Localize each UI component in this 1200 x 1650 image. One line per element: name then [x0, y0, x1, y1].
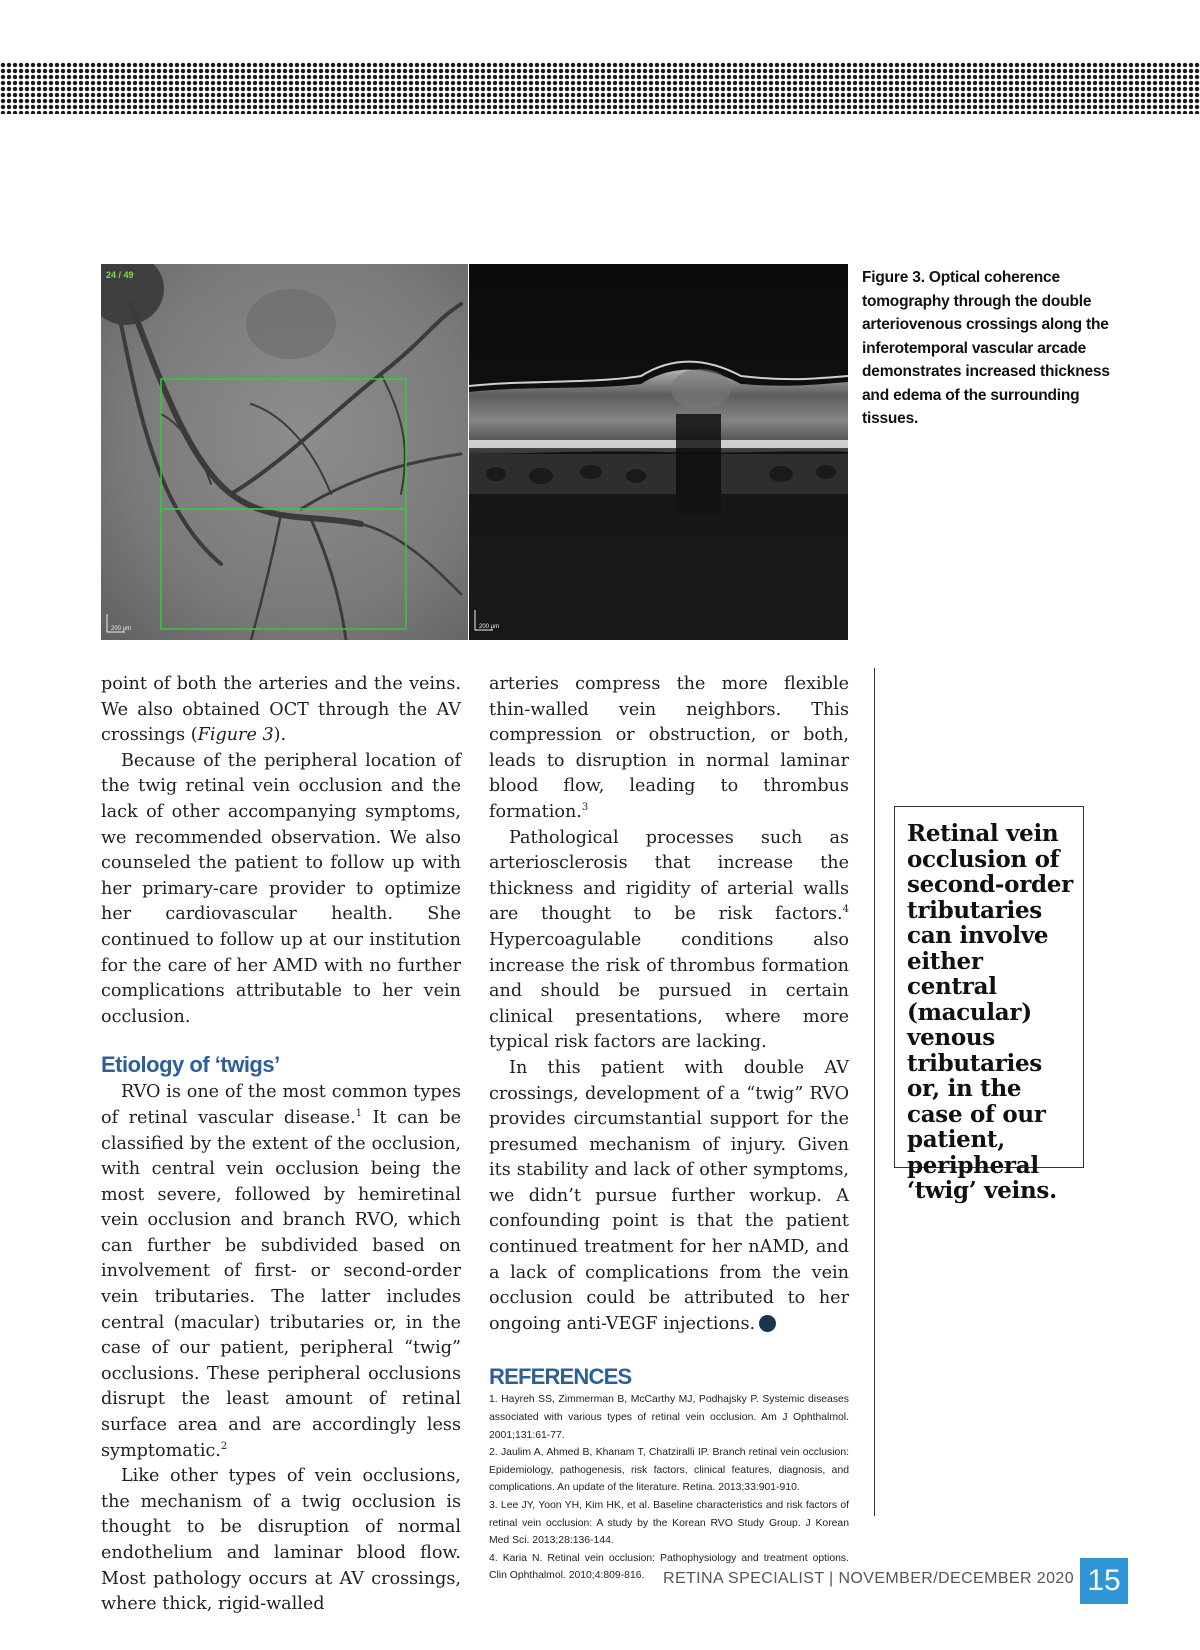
pull-quote: Retinal vein occlusion of second-order tributaries can involve either central (macular) venous tributaries or, in the case of our patient, peripheral ‘twig’ veins.: [907, 820, 1073, 1204]
paragraph: RVO is one of the most common types of retinal vascular disease.$^1$ It can be classified by the extent of the occlusion, with central vein occlusion being the most severe, followed by hemiretinal vein occlusion and branch RVO, which can further be subdivided based on involvement of first- or second-order vein tributaries. The latter includes central (macular) tributaries or, in the case of our patient, peripheral “twig” occlusions. These peripheral occlusions disrupt the least amount of retinal surface area and are accordingly less symptomatic.$^2$: [101, 1082, 461, 1461]
column-divider: [874, 668, 875, 1516]
references-heading: REFERENCES: [489, 1364, 632, 1390]
page-number: 15: [1080, 1558, 1128, 1604]
reference-item: 4. Karia N. Retinal vein occlusion: Pathophysiology and treatment options. Clin Ophthalmol. 2010;4:809-816.: [489, 1552, 849, 1582]
scale-label-left: 200 µm: [111, 626, 132, 632]
paragraph: arteries compress the more flexible thin-walled vein neighbors. This compression or obstruction, or both, leads to disruption in normal laminar blood flow, leading to thrombus formation.$^3$: [489, 674, 849, 822]
figure-caption: Figure 3. Optical coherence tomography through the double arteriovenous crossings along the inferotemporal vascular arcade demonstrates increased thickness and edema of the surrounding tissues.: [862, 269, 1110, 427]
pull-quote-box: [894, 806, 1084, 1204]
footer-publication: RETINA SPECIALIST | NOVEMBER/DECEMBER 2020: [662, 1570, 1074, 1587]
paragraph: Because of the peripheral location of the twig retinal vein occlusion and the lack of other accompanying symptoms, we recommended observation. We also counseled the patient to follow up with her primary-care provider to optimize her cardiovascular health. She continued to follow up at our institution for the care of her AMD with no further complications attributable to her vein occlusion.: [101, 750, 461, 1027]
frame-label: 24 / 49: [106, 270, 134, 280]
paragraph: Pathological processes such as arteriosclerosis that increase the thickness and rigidity of arterial walls are thought to be risk factors.$^4$ Hypercoagulable conditions also increase the risk of thrombus formation and should be pursued in certain clinical presentations, where more typical risk factors are lacking.: [489, 827, 849, 1053]
reference-item: 3. Lee JY, Yoon YH, Kim HK, et al. Baseline characteristics and risk factors of retinal vein occlusion: A study by the Korean RVO Study Group. J Korean Med Sci. 2013;28:136-144.: [489, 1500, 849, 1547]
middle-column: [489, 672, 849, 1585]
paragraph: Like other types of vein occlusions, the mechanism of a twig occlusion is thought to be disruption of normal endothelium and laminar blood flow. Most pathology occurs at AV crossings, where thick, rigid-walled: [101, 1466, 461, 1615]
section-heading: Etiology of ‘twigs’: [101, 1052, 280, 1078]
figure-3-image: [101, 264, 848, 640]
left-column: [101, 672, 461, 1618]
references-list: [489, 1391, 849, 1585]
scale-label-right: 200 µm: [479, 624, 500, 630]
end-of-article-logo: RS: [759, 1315, 776, 1332]
reference-item: 2. Jaulim A, Ahmed B, Khanam T, Chatziralli IP. Branch retinal vein occlusion: Epidemiology, pathogenesis, risk factors, clinical features, diagnosis, and complications. An update of the literature. Retina. 2013;33:901-910.: [489, 1447, 849, 1494]
paragraph: In this patient with double AV crossings, development of a “twig” RVO provides circumstantial support for the presumed mechanism of injury. Given its stability and lack of other symptoms, we didn’t pursue further workup. A confounding point is that the patient continued treatment for her nAMD, and a lack of complications from the vein occlusion could be attributed to her ongoing anti-VEGF injections. RS: [489, 1057, 849, 1334]
reference-item: 1. Hayreh SS, Zimmerman B, McCarthy MJ, Podhajsky P. Systemic diseases associated with various types of retinal vein occlusion. Am J Ophthalmol. 2001;131:61-77.: [489, 1394, 849, 1441]
paragraph: point of both the arteries and the veins. We also obtained OCT through the AV crossings (Figure 3).: [101, 674, 461, 746]
header-dot-pattern: [0, 62, 1200, 114]
